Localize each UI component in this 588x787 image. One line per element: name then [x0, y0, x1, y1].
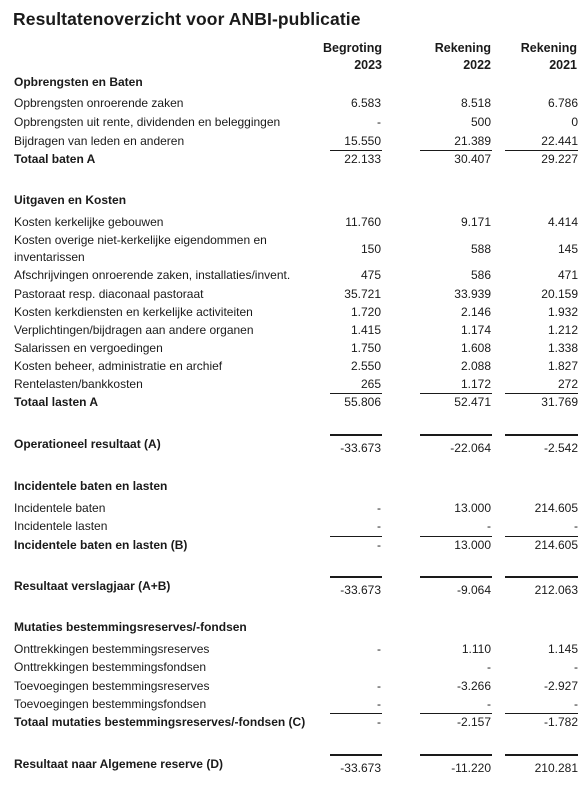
total-rule — [505, 713, 578, 714]
value-2023: 11.760 — [345, 215, 381, 229]
value-2021: 214.605 — [534, 501, 578, 515]
result-label: Resultaat verslagjaar (A+B) — [14, 579, 171, 593]
value-2021: 214.605 — [534, 538, 578, 552]
value-2022: 1.608 — [460, 341, 491, 355]
value-2023: -33.673 — [340, 583, 381, 597]
value-2022: 33.939 — [454, 287, 491, 301]
value-2021: 1.338 — [547, 341, 578, 355]
row-label: Toevoegingen bestemmingsreserves — [14, 679, 210, 693]
value-2021: 471 — [557, 268, 578, 282]
total-rule — [420, 150, 492, 151]
result-rule — [420, 754, 492, 756]
value-2022: - — [487, 660, 491, 674]
result-rule — [505, 434, 578, 436]
value-2021: 145 — [557, 242, 578, 256]
total-rule — [330, 713, 382, 714]
row-label: Rentelasten/bankkosten — [14, 377, 143, 391]
column-header-rekening-2021: Rekening 2021 — [520, 41, 577, 72]
total-label: Totaal baten A — [14, 152, 96, 166]
total-rule — [505, 150, 578, 151]
result-rule — [420, 576, 492, 578]
value-2023: -33.673 — [340, 441, 381, 455]
value-2021: 0 — [571, 115, 578, 129]
value-2022: - — [487, 519, 491, 533]
column-header-rekening-2022: Rekening 2022 — [434, 41, 491, 72]
value-2023: - — [377, 115, 381, 129]
result-label: Resultaat naar Algemene reserve (D) — [14, 757, 223, 771]
column-header-begroting-2023: Begroting 2023 — [322, 41, 382, 72]
value-2022: 2.146 — [460, 305, 491, 319]
value-2022: 1.174 — [460, 323, 491, 337]
value-2023: 475 — [360, 268, 381, 282]
value-2021: - — [574, 660, 578, 674]
value-2021: 210.281 — [534, 761, 578, 775]
value-2021: 29.227 — [541, 152, 578, 166]
value-2022: 1.172 — [460, 377, 491, 391]
result-rule — [330, 754, 382, 756]
value-2022: 13.000 — [454, 501, 491, 515]
value-2022: 2.088 — [460, 359, 491, 373]
value-2023: 15.550 — [344, 134, 381, 148]
value-2021: 6.786 — [547, 96, 578, 110]
row-label: Pastoraat resp. diaconaal pastoraat — [14, 287, 204, 301]
value-2023: 6.583 — [350, 96, 381, 110]
value-2023: - — [377, 538, 381, 552]
result-label: Operationeel resultaat (A) — [14, 437, 161, 451]
value-2021: 1.212 — [547, 323, 578, 337]
row-label: Kosten kerkdiensten en kerkelijke activiteiten — [14, 305, 253, 319]
value-2022: 8.518 — [460, 96, 491, 110]
value-2022: -9.064 — [456, 583, 491, 597]
total-rule — [505, 536, 578, 537]
value-2021: 212.063 — [534, 583, 578, 597]
total-rule — [505, 393, 578, 394]
row-label: Afschrijvingen onroerende zaken, installaties/invent. — [14, 268, 291, 282]
value-2022: 9.171 — [460, 215, 491, 229]
value-2022: -3.266 — [456, 679, 491, 693]
report-page: Resultatenoverzicht voor ANBI-publicatie Begroting 2023 Rekening 2022 Rekening 2021 Opbrengsten en Baten Opbrengsten onroerende zaken 6.583 8.518 6.786 Opbrengsten uit rente, dividenden en beleggingen - 500 0 Bijdragen van leden en anderen 15.550 21.389 22.441 Totaal baten A 22.133 30.407 29.227 Uitgaven en Kosten Kosten kerkelijke gebouwen 11.760 9.171 4.414 Kosten overige niet-kerkelijke eigendommen en inventarissen 150 588 145 Afschrijvingen onroerende zaken, installaties/invent. 475 586 471 Pastoraat resp. diaconaal pastoraat 35.721 33.939 20.159 Kosten kerkdiensten en kerkelijke activiteiten 1.720 2.146 1.932 Verplichtingen/bijdragen aan andere organen 1.415 1.174 1.212 Salarissen en vergoedingen 1.750 1.608 1.338 Kosten beheer, administratie en archief 2.550 2.088 1.827 Rentelasten/bankkosten 265 1.172 272 Totaal lasten A 55.806 52.471 31.769 Operationeel resultaat (A) -33.673 -22.064 -2.542 Incidentele baten en lasten Incidentele baten - 13.000 214.605 Incidentele lasten - - - Incidentele baten en lasten (B) - 13.000 214.605 Resultaat verslagjaar (A+B) -33.673 -9.064 212.063 Mutaties bestemmingsreserves/-fondsen Onttrekkingen bestemmingsreserves - 1.110 1.145 Onttrekkingen bestemmingsfondsen - - Toevoegingen bestemmingsreserves - -3.266 -2.927 Toevoegingen bestemmingsfondsen - - - Totaal mutaties bestemmingsreserves/-fondsen (C) - -2.157 -1.782 Resultaat naar Algemene reserve (D) -33.673 -11.220 210.281 — [13, 9, 578, 775]
value-2023: 22.133 — [344, 152, 381, 166]
value-2023: 2.550 — [350, 359, 381, 373]
row-label: Toevoegingen bestemmingsfondsen — [14, 697, 207, 711]
value-2022: 588 — [470, 242, 491, 256]
value-2021: 1.145 — [547, 642, 578, 656]
value-2021: 4.414 — [547, 215, 578, 229]
row-label: Kosten beheer, administratie en archief — [14, 359, 223, 373]
value-2022: -2.157 — [456, 715, 491, 729]
value-2021: 1.932 — [547, 305, 578, 319]
row-label: Bijdragen van leden en anderen — [14, 134, 185, 148]
value-2022: -11.220 — [451, 761, 491, 775]
value-2022: 30.407 — [454, 152, 491, 166]
result-rule — [330, 576, 382, 578]
total-label: Totaal mutaties bestemmingsreserves/-fondsen (C) — [14, 715, 306, 729]
row-label: Kosten overige niet-kerkelijke eigendommen en inventarissen — [14, 233, 267, 264]
total-label: Incidentele baten en lasten (B) — [14, 538, 188, 552]
value-2022: 586 — [470, 268, 491, 282]
total-rule — [330, 150, 382, 151]
value-2022: 1.110 — [461, 642, 491, 656]
result-rule — [420, 434, 492, 436]
value-2023: 55.806 — [344, 395, 381, 409]
value-2023: 1.750 — [350, 341, 381, 355]
value-2022: 13.000 — [454, 538, 491, 552]
value-2021: 1.827 — [547, 359, 578, 373]
total-label: Totaal lasten A — [14, 395, 99, 409]
value-2021: 31.769 — [541, 395, 578, 409]
value-2023: - — [377, 501, 381, 515]
row-label: Opbrengsten uit rente, dividenden en beleggingen — [14, 115, 281, 129]
value-2023: - — [377, 519, 381, 533]
total-rule — [420, 713, 492, 714]
total-rule — [420, 393, 492, 394]
value-2023: 35.721 — [344, 287, 381, 301]
value-2023: -33.673 — [340, 761, 381, 775]
value-2023: - — [377, 697, 381, 711]
row-label: Onttrekkingen bestemmingsreserves — [14, 642, 210, 656]
value-2021: -2.542 — [543, 441, 578, 455]
value-2023: 265 — [360, 377, 381, 391]
row-label: Onttrekkingen bestemmingsfondsen — [14, 660, 207, 674]
row-label: Incidentele baten — [14, 501, 106, 515]
value-2022: 500 — [470, 115, 491, 129]
total-rule — [420, 536, 492, 537]
value-2022: -22.064 — [450, 441, 491, 455]
total-rule — [330, 393, 382, 394]
value-2022: 52.471 — [454, 395, 491, 409]
value-2021: -2.927 — [543, 679, 578, 693]
value-2021: 20.159 — [541, 287, 578, 301]
value-2023: - — [377, 642, 381, 656]
row-label: Incidentele lasten — [14, 519, 108, 533]
value-2021: - — [574, 697, 578, 711]
result-rule — [330, 434, 382, 436]
value-2023: 1.720 — [350, 305, 381, 319]
row-label: Kosten kerkelijke gebouwen — [14, 215, 164, 229]
value-2023: - — [377, 715, 381, 729]
row-label: Verplichtingen/bijdragen aan andere organen — [14, 323, 254, 337]
value-2022: - — [487, 697, 491, 711]
result-rule — [505, 576, 578, 578]
report-title: Resultatenoverzicht voor ANBI-publicatie — [13, 9, 361, 29]
total-rule — [330, 536, 382, 537]
value-2023: 150 — [360, 242, 381, 256]
value-2023: - — [377, 679, 381, 693]
value-2021: 22.441 — [541, 134, 578, 148]
row-label: Salarissen en vergoedingen — [14, 341, 163, 355]
value-2021: -1.782 — [543, 715, 578, 729]
row-label: Opbrengsten onroerende zaken — [14, 96, 184, 110]
result-rule — [505, 754, 578, 756]
value-2021: 272 — [557, 377, 578, 391]
value-2023: 1.415 — [350, 323, 381, 337]
value-2022: 21.389 — [454, 134, 491, 148]
value-2021: - — [574, 519, 578, 533]
